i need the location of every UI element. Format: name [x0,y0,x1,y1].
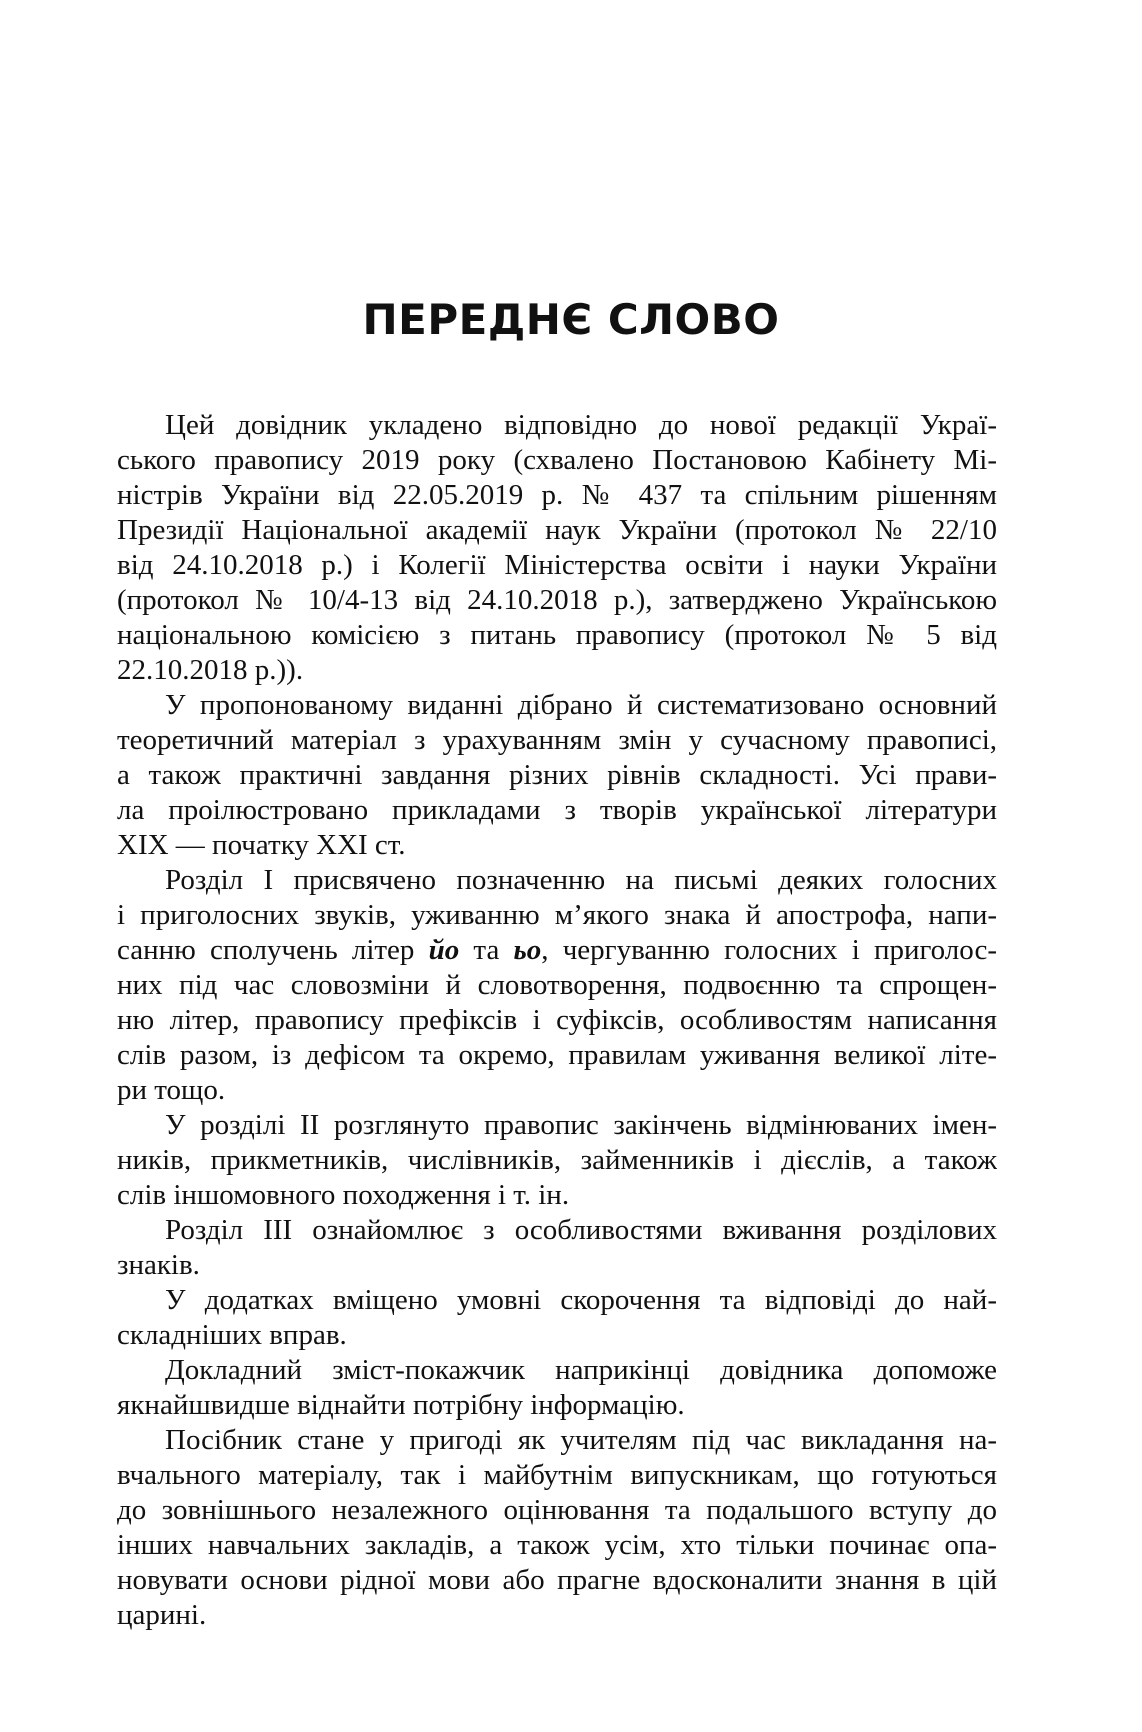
page-title: ПЕРЕДНЄ СЛОВО [362,295,780,344]
emphasized-letters: ьо [513,934,542,966]
text-line: слів іншомовного походження і т. ін. [117,1179,570,1211]
text-line: інших навчальних закладів, а також усім, хто тільки починає опа- [117,1529,997,1561]
text-line: (протокол № 10/4-13 від 24.10.2018 р.), затверджено Українською [117,584,997,616]
text-line: до зовнішнього незалежного оцінювання та подальшого вступу до [117,1494,997,1526]
text-line: ського правопису 2019 року (схвалено Постановою Кабінету Мі- [117,444,997,476]
body-text [117,408,997,1633]
text-line [117,933,997,968]
paragraph [117,1353,997,1423]
text-line: національною комісією з питань правопису (протокол № 5 від [117,619,997,651]
text-line: царині. [117,1599,207,1631]
text-line: них під час словозміни й словотворення, подвоєнню та спрощен- [117,969,997,1001]
text-line: У пропонованому виданні дібрано й систематизовано основний [165,689,997,721]
text-line: Розділ III ознайомлює з особливостями вживання розділових [165,1214,997,1246]
text-line: складніших вправ. [117,1319,347,1351]
paragraph [117,1283,997,1353]
text-line: слів разом, із дефісом та окремо, правилам уживання великої літе- [117,1039,997,1071]
paragraph [117,1213,997,1283]
text-line: теоретичний матеріал з урахуванням змін у сучасному правописі, [117,724,997,756]
text-line: У розділі II розглянуто правопис закінчень відмінюваних імен- [165,1109,997,1141]
text-line: ників, прикметників, числівників, займенників і дієслів, а також [117,1144,997,1176]
text-line: Докладний зміст-покажчик наприкінці довідника допоможе [165,1354,997,1386]
text-line: Розділ I присвячено позначенню на письмі деяких голосних [165,864,997,896]
text-line: XIX — початку XXI ст. [117,829,406,861]
text-line: Цей довідник укладено відповідно до нової редакції Украї- [165,409,997,441]
text-line: ністрів України від 22.05.2019 р. № 437 та спільним рішенням [117,479,997,511]
text-line: ла проілюстровано прикладами з творів української літератури [117,794,997,826]
paragraph [117,688,997,863]
text-line: знаків. [117,1249,200,1281]
text-line: 22.10.2018 р.)). [117,654,304,686]
paragraph [117,408,997,688]
text-line: Посібник стане у пригоді як учителям під час викладання на- [165,1424,997,1456]
text-line: якнайшвидше віднайти потрібну інформацію. [117,1389,685,1421]
text-segment: санню сполучень літер [117,934,429,966]
text-line: а також практичні завдання різних рівнів складності. Усі прави- [117,759,997,791]
text-segment: , чергуванню голосних і приголос- [541,934,997,966]
text-line: від 24.10.2018 р.) і Колегії Міністерства освіти і науки України [117,549,997,581]
text-line: і приголосних звуків, уживанню м’якого знака й апострофа, напи- [117,899,997,931]
text-line: ню літер, правопису префіксів і суфіксів, особливостям написання [117,1004,997,1036]
paragraph [117,863,997,1108]
text-line: Президії Національної академії наук України (протокол № 22/10 [117,514,997,546]
text-segment: та [459,934,514,966]
text-line: новувати основи рідної мови або прагне вдосконалити знання в цій [117,1564,997,1596]
paragraph [117,1108,997,1213]
paragraph [117,1423,997,1633]
text-line: вчального матеріалу, так і майбутнім випускникам, що готуються [117,1459,997,1491]
text-line: ри тощо. [117,1074,226,1106]
emphasized-letters: йо [428,934,460,966]
text-line: У додатках вміщено умовні скорочення та відповіді до най- [165,1284,997,1316]
